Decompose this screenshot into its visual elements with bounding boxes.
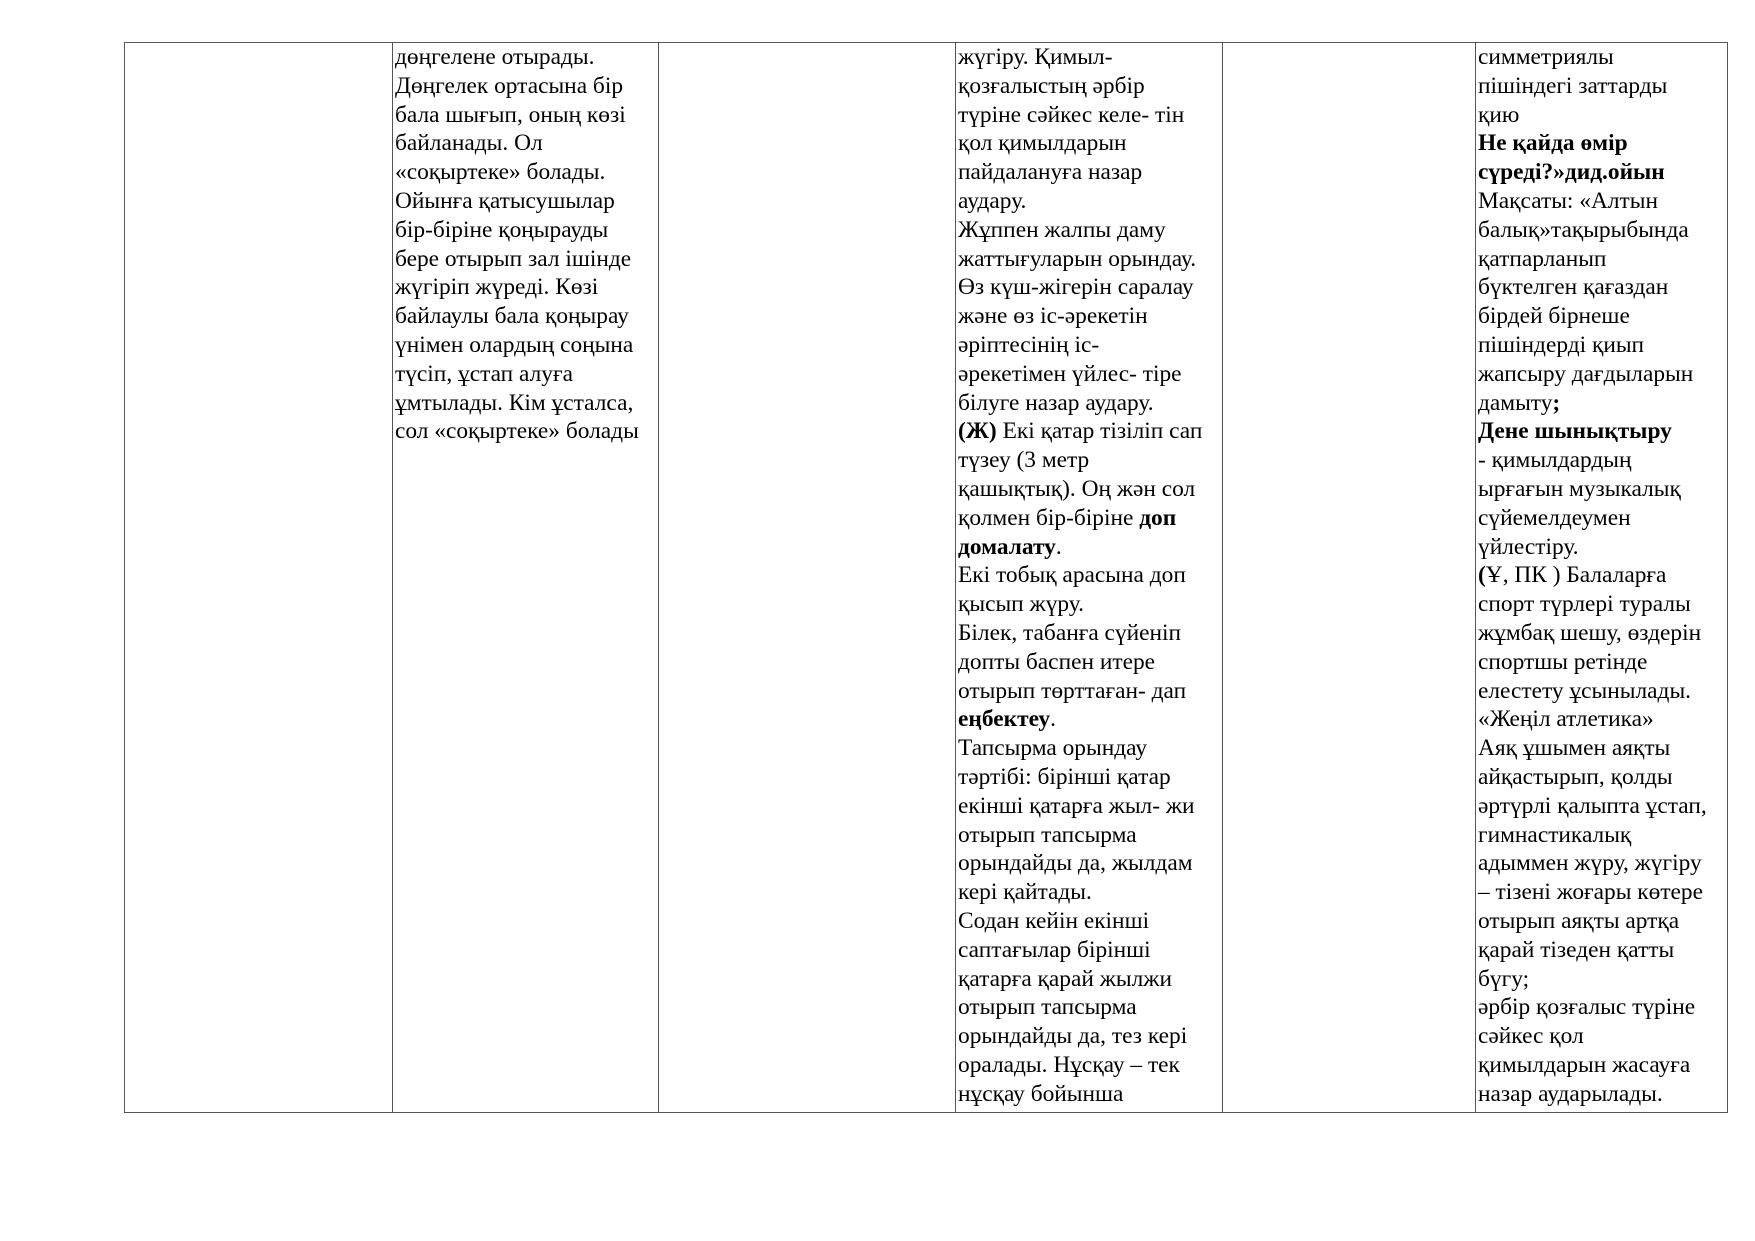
text-segment: саптағылар бірінші [958, 936, 1151, 963]
text-line [1478, 187, 1725, 216]
text-line [958, 216, 1220, 245]
text-line [1478, 446, 1725, 475]
text-segment: пішіндегі заттарды [1478, 72, 1668, 99]
text-line [958, 993, 1220, 1022]
text-line [958, 878, 1220, 907]
bold-text: доп [1139, 504, 1177, 531]
text-segment: дамыту [1478, 389, 1553, 416]
text-segment: қию [1478, 101, 1520, 128]
text-segment: «Жеңіл атлетика» [1478, 706, 1654, 733]
text-segment: бір-біріне қоңырауды [395, 216, 609, 243]
text-segment: спорт түрлері туралы [1478, 591, 1691, 618]
text-segment: пайдалануға назар [958, 159, 1143, 186]
text-line [958, 705, 1220, 734]
text-segment: Ұ, ПК ) Балаларға [1485, 562, 1667, 589]
text-line [958, 821, 1220, 850]
text-segment: Білек, табанға сүйеніп [958, 619, 1182, 646]
text-line [1478, 965, 1725, 994]
text-line [958, 849, 1220, 878]
text-segment: сәйкес қол [1478, 1023, 1584, 1050]
text-segment: жүгіріп жүреді. Көзі [395, 274, 599, 301]
text-segment: түзеу (3 метр [958, 447, 1090, 474]
text-segment: кері қайтады. [958, 879, 1092, 906]
text-segment: адыммен жүру, жүгіру [1478, 850, 1702, 877]
text-line [958, 648, 1220, 677]
bold-text: сүреді?»дид.ойын [1478, 159, 1665, 186]
text-line [1478, 475, 1725, 504]
text-line [958, 1022, 1220, 1051]
text-segment: Ойынға қатысушылар [395, 187, 615, 214]
text-segment: байланады. Ол [395, 130, 543, 157]
bold-text: Не қайда өмір [1478, 130, 1628, 157]
text-line [395, 129, 656, 158]
text-line [958, 533, 1220, 562]
text-segment: оралады. Нұсқау – тек [958, 1051, 1180, 1078]
text-line [958, 43, 1220, 72]
text-line [958, 619, 1220, 648]
text-line [958, 1051, 1220, 1080]
text-line [395, 72, 656, 101]
text-line [958, 331, 1220, 360]
text-line [395, 101, 656, 130]
text-line [1478, 1051, 1725, 1080]
text-line [1478, 72, 1725, 101]
text-segment: елестету ұсынылады. [1478, 677, 1692, 704]
text-segment: бүктелген қағаздан [1478, 274, 1669, 301]
text-line [1478, 417, 1725, 446]
text-segment: Тапсырма орындау [958, 735, 1148, 762]
text-line [958, 965, 1220, 994]
text-line [958, 101, 1220, 130]
text-segment: . [1050, 706, 1056, 733]
text-line [395, 187, 656, 216]
bold-text: еңбектеу [958, 706, 1051, 733]
cell-col-4 [956, 43, 1223, 1113]
text-segment: отырып тапсырма [958, 994, 1137, 1021]
text-segment: әрекетімен үйлес- тіре [958, 360, 1182, 387]
text-line [1478, 331, 1725, 360]
text-line [1478, 677, 1725, 706]
text-line [1478, 1080, 1725, 1109]
text-line [958, 360, 1220, 389]
text-segment: дөңгелене отырады. [395, 44, 595, 70]
bold-text: домалату [958, 533, 1056, 560]
text-segment: әрбір қозғалыс түріне [1478, 994, 1696, 1021]
text-segment: Мақсаты: «Алтын [1478, 187, 1658, 214]
text-line [958, 763, 1220, 792]
text-line [395, 245, 656, 274]
text-segment: симметриялы [1478, 44, 1614, 70]
text-line [1478, 216, 1725, 245]
bold-text: Дене шынықтыру [1478, 418, 1672, 445]
text-line [958, 187, 1220, 216]
text-segment: қатарға қарай жылжи [958, 965, 1172, 992]
text-segment: үйлестіру. [1478, 533, 1579, 560]
text-segment: әріптесінің іс- [958, 331, 1100, 358]
text-line [958, 446, 1220, 475]
text-line [1478, 993, 1725, 1022]
text-line [958, 504, 1220, 533]
text-line [958, 72, 1220, 101]
text-line [958, 158, 1220, 187]
text-segment: . [1055, 533, 1062, 560]
text-line [1478, 561, 1725, 590]
text-segment: қимылдарын жасауға [1478, 1051, 1691, 1078]
text-segment: Содан кейін екінші [958, 907, 1150, 934]
text-line [1478, 792, 1725, 821]
text-segment: орындайды да, тез кері [958, 1023, 1188, 1050]
text-segment: балық»тақырыбында [1478, 216, 1689, 243]
text-segment: қозғалыстың әрбір [958, 72, 1145, 99]
text-segment: Аяқ ұшымен аяқты [1478, 735, 1671, 762]
text-segment: бала шығып, оның көзі [395, 101, 626, 128]
text-line [395, 273, 656, 302]
text-segment: қолмен бір-біріне [958, 504, 1140, 531]
text-line [1478, 101, 1725, 130]
text-line [958, 389, 1220, 418]
text-segment: пішіндерді қиып [1478, 331, 1645, 358]
text-line [958, 734, 1220, 763]
cell-col-1 [125, 43, 393, 1113]
text-line [958, 677, 1220, 706]
text-segment: екінші қатарға жыл- жи [958, 792, 1195, 819]
text-segment: әртүрлі қалыпта ұстап, [1478, 792, 1707, 819]
text-line [958, 792, 1220, 821]
text-segment: қысып жүру. [958, 591, 1084, 618]
text-segment: қашықтық). Оң жән сол [958, 475, 1196, 502]
table-row [125, 43, 1728, 1113]
text-line [395, 360, 656, 389]
text-segment: отырып тапсырма [958, 821, 1137, 848]
text-segment: жаттығуларын орындау. [958, 245, 1197, 272]
text-line [1478, 705, 1725, 734]
text-segment: білуге назар аудару. [958, 389, 1154, 416]
text-line [1478, 504, 1725, 533]
text-line [958, 273, 1220, 302]
text-line [1478, 619, 1725, 648]
text-line [958, 417, 1220, 446]
text-line [1478, 1022, 1725, 1051]
text-line [1478, 533, 1725, 562]
text-line [1478, 936, 1725, 965]
text-segment: жұмбақ шешу, өздерін [1478, 619, 1702, 646]
text-segment: қатпарланып [1478, 245, 1607, 272]
text-segment: Жұппен жалпы даму [958, 216, 1166, 243]
text-line [395, 331, 656, 360]
text-line [1478, 360, 1725, 389]
text-line [1478, 763, 1725, 792]
text-line [1478, 907, 1725, 936]
text-segment: орындайды да, жылдам [958, 850, 1193, 877]
text-line [1478, 158, 1725, 187]
text-line [395, 158, 656, 187]
text-segment: бере отырып зал ішінде [395, 245, 632, 272]
text-line [1478, 245, 1725, 274]
text-segment: айқастырып, қолды [1478, 763, 1673, 790]
text-line [1478, 273, 1725, 302]
text-segment: түріне сәйкес келе- тін [958, 101, 1185, 128]
text-line [958, 561, 1220, 590]
text-segment: – тізені жоғары көтере [1478, 879, 1703, 906]
text-line [1478, 302, 1725, 331]
text-segment: ырғағын музыкалық [1478, 475, 1681, 502]
text-segment: ұмтылады. Кім ұсталса, [395, 389, 634, 416]
text-segment: гимнастикалық [1478, 821, 1632, 848]
text-line [1478, 590, 1725, 619]
text-line [1478, 878, 1725, 907]
text-line [1478, 849, 1725, 878]
cell-col-6 [1476, 43, 1728, 1113]
text-segment: Екі қатар тізіліп сап [996, 418, 1203, 445]
text-segment: назар аударылады. [1478, 1080, 1663, 1107]
text-line [1478, 821, 1725, 850]
text-line [958, 1080, 1220, 1109]
text-segment: спортшы ретінде [1478, 648, 1648, 675]
text-segment: нұсқау бойынша [958, 1080, 1124, 1107]
bold-text: ; [1552, 389, 1561, 416]
text-segment: сүйемелдеумен [1478, 504, 1631, 531]
text-segment: «соқыртеке» болады. [395, 159, 606, 186]
text-segment: жүгіру. Қимыл- [958, 44, 1113, 70]
bold-text: (Ж) [958, 418, 997, 445]
bold-text: ( [1478, 562, 1486, 589]
text-segment: Дөңгелек ортасына бір [395, 72, 624, 99]
text-line [395, 302, 656, 331]
text-segment: және өз іс-әрекетін [958, 303, 1148, 330]
text-segment: қарай тізеден қатты [1478, 936, 1675, 963]
text-segment: отырып төрттаған- дап [958, 677, 1187, 704]
cell-col-3 [659, 43, 956, 1113]
text-segment: допты баспен итере [958, 648, 1156, 675]
text-line [958, 907, 1220, 936]
text-line [395, 417, 656, 446]
text-line [395, 43, 656, 72]
text-line [395, 216, 656, 245]
text-segment: қол қимылдарын [958, 130, 1127, 157]
text-segment: жапсыру дағдыларын [1478, 360, 1694, 387]
text-segment: байлаулы бала қоңырау [395, 303, 629, 330]
text-line [958, 475, 1220, 504]
text-segment: аудару. [958, 187, 1027, 214]
text-line [1478, 129, 1725, 158]
schedule-table [124, 42, 1728, 1113]
text-segment: отырып аяқты артқа [1478, 907, 1680, 934]
text-line [1478, 734, 1725, 763]
text-line [958, 129, 1220, 158]
text-segment: бірдей бірнеше [1478, 303, 1630, 330]
cell-col-2 [393, 43, 659, 1113]
text-segment: Екі тобық арасына доп [958, 562, 1186, 589]
text-segment: сол «соқыртеке» болады [395, 418, 639, 445]
text-line [958, 302, 1220, 331]
text-line [958, 590, 1220, 619]
text-line [1478, 389, 1725, 418]
cell-col-5 [1223, 43, 1476, 1113]
text-segment: - қимылдардың [1478, 447, 1632, 474]
text-line [1478, 648, 1725, 677]
text-line [395, 389, 656, 418]
text-segment: тәртібі: бірінші қатар [958, 763, 1171, 790]
text-segment: үнімен олардың соңына [395, 331, 634, 358]
text-segment: Өз күш-жігерін саралау [958, 274, 1194, 301]
text-line [958, 245, 1220, 274]
text-segment: түсіп, ұстап алуға [395, 360, 573, 387]
text-line [1478, 43, 1725, 72]
text-line [958, 936, 1220, 965]
text-segment: бүгу; [1478, 965, 1530, 992]
